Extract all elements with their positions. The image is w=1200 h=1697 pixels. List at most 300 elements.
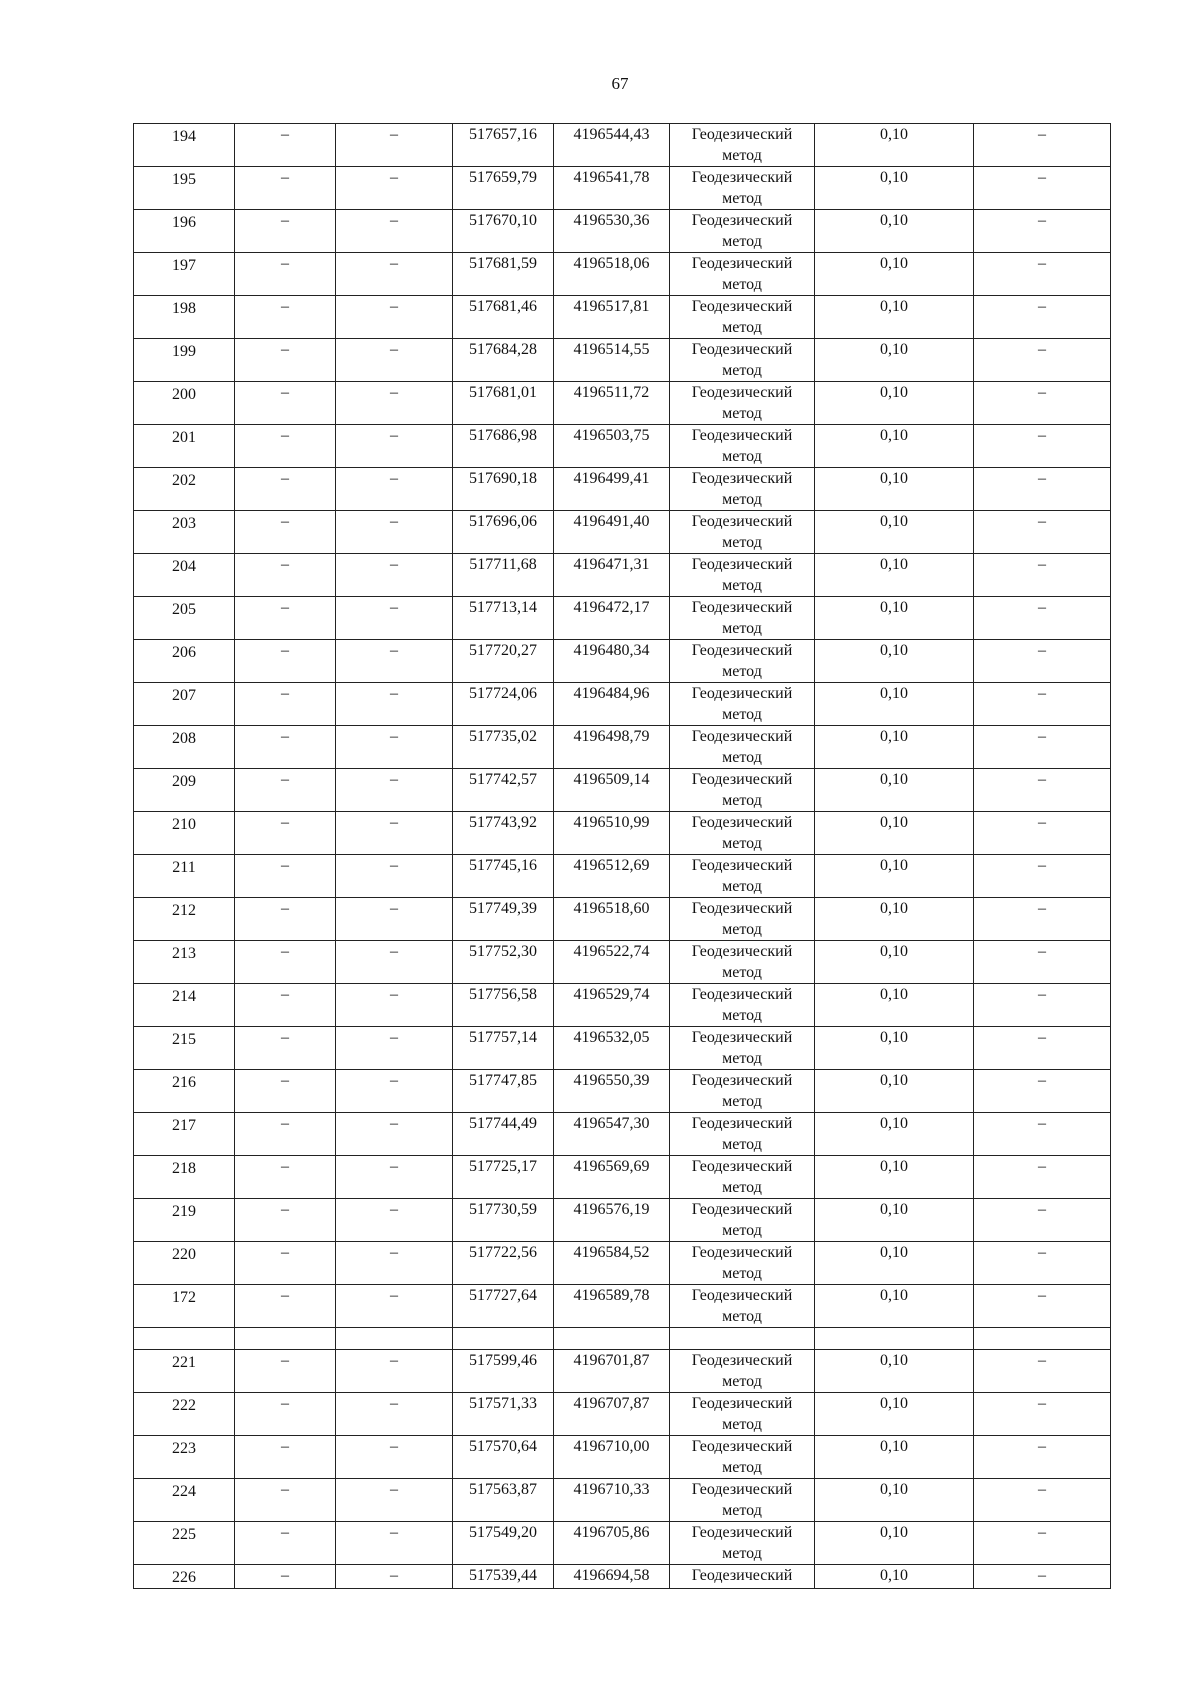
x-coordinate-cell: 517752,30 xyxy=(453,941,554,984)
method-text: Геодезический xyxy=(691,1201,793,1218)
table-row xyxy=(134,640,1111,683)
method-text: метод xyxy=(722,319,762,336)
table-row xyxy=(134,468,1111,511)
method-text: метод xyxy=(722,1545,762,1562)
accuracy-cell: 0,10 xyxy=(815,1393,974,1436)
table-row xyxy=(134,425,1111,468)
point-number-cell: 220 xyxy=(134,1242,235,1285)
accuracy-cell: 0,10 xyxy=(815,1199,974,1242)
method-text: метод xyxy=(722,233,762,250)
table-row xyxy=(134,1436,1111,1479)
accuracy-cell: 0,10 xyxy=(815,296,974,339)
dash-cell: – xyxy=(336,296,453,339)
accuracy-cell: 0,10 xyxy=(815,1522,974,1565)
x-coordinate-cell: 517684,28 xyxy=(453,339,554,382)
table-row xyxy=(134,1522,1111,1565)
dash-cell: – xyxy=(336,1242,453,1285)
method-text: Геодезический xyxy=(691,1524,793,1541)
empty-cell xyxy=(815,1328,974,1350)
point-number-cell: 211 xyxy=(134,855,235,898)
accuracy-cell: 0,10 xyxy=(815,1027,974,1070)
x-coordinate-cell: 517743,92 xyxy=(453,812,554,855)
y-coordinate-cell: 4196569,69 xyxy=(554,1156,670,1199)
y-coordinate-cell: 4196517,81 xyxy=(554,296,670,339)
y-coordinate-cell: 4196498,79 xyxy=(554,726,670,769)
method-text: Геодезический xyxy=(691,1244,793,1261)
method-text: Геодезический xyxy=(691,943,793,960)
dash-cell: – xyxy=(235,253,336,296)
y-coordinate-cell: 4196491,40 xyxy=(554,511,670,554)
y-coordinate-cell: 4196710,33 xyxy=(554,1479,670,1522)
accuracy-cell: 0,10 xyxy=(815,511,974,554)
dash-cell: – xyxy=(235,726,336,769)
dash-cell: – xyxy=(974,167,1111,210)
table-row xyxy=(134,1393,1111,1436)
dash-cell: – xyxy=(235,1070,336,1113)
x-coordinate-cell: 517570,64 xyxy=(453,1436,554,1479)
accuracy-cell: 0,10 xyxy=(815,382,974,425)
method-text: Геодезический xyxy=(691,556,793,573)
accuracy-cell: 0,10 xyxy=(815,554,974,597)
y-coordinate-cell: 4196530,36 xyxy=(554,210,670,253)
x-coordinate-cell: 517657,16 xyxy=(453,124,554,167)
dash-cell: – xyxy=(336,1156,453,1199)
page-number: 67 xyxy=(611,74,629,93)
accuracy-cell: 0,10 xyxy=(815,941,974,984)
y-coordinate-cell: 4196514,55 xyxy=(554,339,670,382)
x-coordinate-cell: 517681,46 xyxy=(453,296,554,339)
dash-cell: – xyxy=(336,468,453,511)
y-coordinate-cell: 4196518,06 xyxy=(554,253,670,296)
x-coordinate-cell: 517727,64 xyxy=(453,1285,554,1328)
method-text: Геодезический xyxy=(691,1115,793,1132)
x-coordinate-cell: 517681,59 xyxy=(453,253,554,296)
x-coordinate-cell: 517599,46 xyxy=(453,1350,554,1393)
method-text: Геодезический xyxy=(691,1287,793,1304)
method-text: Геодезический xyxy=(691,900,793,917)
table-row xyxy=(134,1113,1111,1156)
dash-cell: – xyxy=(235,1393,336,1436)
method-text: Геодезический xyxy=(691,728,793,745)
table-row xyxy=(134,1479,1111,1522)
dash-cell: – xyxy=(235,1565,336,1589)
x-coordinate-cell: 517724,06 xyxy=(453,683,554,726)
point-number-cell: 194 xyxy=(134,124,235,167)
accuracy-cell: 0,10 xyxy=(815,898,974,941)
dash-cell: – xyxy=(235,339,336,382)
point-number-cell: 196 xyxy=(134,210,235,253)
dash-cell: – xyxy=(235,898,336,941)
dash-cell: – xyxy=(974,1565,1111,1589)
point-number-cell: 172 xyxy=(134,1285,235,1328)
dash-cell: – xyxy=(974,769,1111,812)
accuracy-cell: 0,10 xyxy=(815,339,974,382)
method-text: Геодезический xyxy=(691,642,793,659)
method-text: Геодезический xyxy=(691,599,793,616)
method-text: Геодезический xyxy=(691,1072,793,1089)
dash-cell: – xyxy=(974,1393,1111,1436)
table-row xyxy=(134,554,1111,597)
dash-cell: – xyxy=(336,984,453,1027)
dash-cell: – xyxy=(235,812,336,855)
dash-cell: – xyxy=(235,1156,336,1199)
x-coordinate-cell: 517757,14 xyxy=(453,1027,554,1070)
table-row xyxy=(134,1242,1111,1285)
accuracy-cell: 0,10 xyxy=(815,1113,974,1156)
table-row xyxy=(134,1285,1111,1328)
dash-cell: – xyxy=(235,1113,336,1156)
dash-cell: – xyxy=(974,253,1111,296)
x-coordinate-cell: 517690,18 xyxy=(453,468,554,511)
dash-cell: – xyxy=(235,1199,336,1242)
accuracy-cell: 0,10 xyxy=(815,1242,974,1285)
point-number-cell: 214 xyxy=(134,984,235,1027)
dash-cell: – xyxy=(235,1285,336,1328)
method-text: метод xyxy=(722,1416,762,1433)
x-coordinate-cell: 517744,49 xyxy=(453,1113,554,1156)
dash-cell: – xyxy=(336,511,453,554)
point-number-cell: 218 xyxy=(134,1156,235,1199)
x-coordinate-cell: 517756,58 xyxy=(453,984,554,1027)
method-cell xyxy=(670,984,815,1027)
table-row xyxy=(134,124,1111,167)
method-text: метод xyxy=(722,362,762,379)
table-row xyxy=(134,1070,1111,1113)
dash-cell: – xyxy=(974,1199,1111,1242)
method-text: метод xyxy=(722,405,762,422)
accuracy-cell: 0,10 xyxy=(815,167,974,210)
method-text: метод xyxy=(722,577,762,594)
accuracy-cell: 0,10 xyxy=(815,1350,974,1393)
method-text: Геодезический xyxy=(691,771,793,788)
method-text: метод xyxy=(722,534,762,551)
table-row xyxy=(134,382,1111,425)
dash-cell: – xyxy=(336,167,453,210)
x-coordinate-cell: 517713,14 xyxy=(453,597,554,640)
dash-cell: – xyxy=(974,1479,1111,1522)
point-number-cell: 226 xyxy=(134,1565,235,1589)
dash-cell: – xyxy=(235,425,336,468)
accuracy-cell: 0,10 xyxy=(815,769,974,812)
dash-cell: – xyxy=(974,468,1111,511)
method-cell xyxy=(670,1522,815,1565)
point-number-cell: 207 xyxy=(134,683,235,726)
dash-cell: – xyxy=(336,898,453,941)
dash-cell: – xyxy=(235,855,336,898)
dash-cell: – xyxy=(974,511,1111,554)
table-row xyxy=(134,597,1111,640)
point-number-cell: 223 xyxy=(134,1436,235,1479)
y-coordinate-cell: 4196522,74 xyxy=(554,941,670,984)
dash-cell: – xyxy=(974,210,1111,253)
method-text: Геодезический xyxy=(691,298,793,315)
x-coordinate-cell: 517747,85 xyxy=(453,1070,554,1113)
point-number-cell: 200 xyxy=(134,382,235,425)
y-coordinate-cell: 4196529,74 xyxy=(554,984,670,1027)
method-cell xyxy=(670,812,815,855)
dash-cell: – xyxy=(336,253,453,296)
dash-cell: – xyxy=(336,1027,453,1070)
method-cell xyxy=(670,1070,815,1113)
dash-cell: – xyxy=(235,597,336,640)
y-coordinate-cell: 4196471,31 xyxy=(554,554,670,597)
method-text: метод xyxy=(722,878,762,895)
point-number-cell: 199 xyxy=(134,339,235,382)
table-row xyxy=(134,511,1111,554)
method-text: Геодезический xyxy=(691,1438,793,1455)
dash-cell: – xyxy=(235,382,336,425)
x-coordinate-cell: 517571,33 xyxy=(453,1393,554,1436)
method-text: Геодезический xyxy=(691,341,793,358)
method-text: метод xyxy=(722,1265,762,1282)
point-number-cell: 203 xyxy=(134,511,235,554)
dash-cell: – xyxy=(235,554,336,597)
accuracy-cell: 0,10 xyxy=(815,812,974,855)
table-row xyxy=(134,855,1111,898)
dash-cell: – xyxy=(336,382,453,425)
dash-cell: – xyxy=(235,1522,336,1565)
dash-cell: – xyxy=(336,124,453,167)
dash-cell: – xyxy=(336,855,453,898)
dash-cell: – xyxy=(336,1285,453,1328)
x-coordinate-cell: 517659,79 xyxy=(453,167,554,210)
method-text: Геодезический xyxy=(691,1352,793,1369)
y-coordinate-cell: 4196705,86 xyxy=(554,1522,670,1565)
dash-cell: – xyxy=(235,1242,336,1285)
y-coordinate-cell: 4196576,19 xyxy=(554,1199,670,1242)
point-number-cell: 209 xyxy=(134,769,235,812)
accuracy-cell: 0,10 xyxy=(815,210,974,253)
method-text: метод xyxy=(722,1050,762,1067)
x-coordinate-cell: 517711,68 xyxy=(453,554,554,597)
table-row xyxy=(134,339,1111,382)
method-text: метод xyxy=(722,706,762,723)
dash-cell: – xyxy=(974,898,1111,941)
dash-cell: – xyxy=(235,1350,336,1393)
dash-cell: – xyxy=(235,683,336,726)
table-row xyxy=(134,296,1111,339)
dash-cell: – xyxy=(336,597,453,640)
y-coordinate-cell: 4196512,69 xyxy=(554,855,670,898)
method-text: Геодезический xyxy=(691,126,793,143)
x-coordinate-cell: 517749,39 xyxy=(453,898,554,941)
dash-cell: – xyxy=(974,1070,1111,1113)
point-number-cell: 215 xyxy=(134,1027,235,1070)
point-number-cell: 201 xyxy=(134,425,235,468)
table-row xyxy=(134,984,1111,1027)
method-text: метод xyxy=(722,663,762,680)
point-number-cell: 224 xyxy=(134,1479,235,1522)
method-text: Геодезический xyxy=(691,169,793,186)
dash-cell: – xyxy=(235,769,336,812)
dash-cell: – xyxy=(235,468,336,511)
method-text: Геодезический xyxy=(691,1481,793,1498)
dash-cell: – xyxy=(974,124,1111,167)
method-text: Геодезический xyxy=(691,255,793,272)
method-text: Геодезический xyxy=(691,470,793,487)
y-coordinate-cell: 4196509,14 xyxy=(554,769,670,812)
method-cell xyxy=(670,210,815,253)
point-number-cell: 217 xyxy=(134,1113,235,1156)
point-number-cell: 195 xyxy=(134,167,235,210)
x-coordinate-cell: 517742,57 xyxy=(453,769,554,812)
method-text: метод xyxy=(722,1373,762,1390)
dash-cell: – xyxy=(336,726,453,769)
method-text: Геодезический xyxy=(691,427,793,444)
dash-cell: – xyxy=(336,554,453,597)
dash-cell: – xyxy=(235,167,336,210)
accuracy-cell: 0,10 xyxy=(815,1436,974,1479)
method-cell xyxy=(670,597,815,640)
x-coordinate-cell: 517735,02 xyxy=(453,726,554,769)
dash-cell: – xyxy=(336,640,453,683)
y-coordinate-cell: 4196550,39 xyxy=(554,1070,670,1113)
y-coordinate-cell: 4196589,78 xyxy=(554,1285,670,1328)
method-text: метод xyxy=(722,1136,762,1153)
dash-cell: – xyxy=(974,640,1111,683)
x-coordinate-cell: 517681,01 xyxy=(453,382,554,425)
method-cell xyxy=(670,1285,815,1328)
accuracy-cell: 0,10 xyxy=(815,425,974,468)
dash-cell: – xyxy=(235,511,336,554)
accuracy-cell: 0,10 xyxy=(815,253,974,296)
method-text: Геодезический xyxy=(691,1395,793,1412)
table-row xyxy=(134,210,1111,253)
method-text: Геодезический xyxy=(691,1029,793,1046)
dash-cell: – xyxy=(974,941,1111,984)
dash-cell: – xyxy=(974,554,1111,597)
empty-cell xyxy=(235,1328,336,1350)
method-text: Геодезический xyxy=(691,1567,793,1584)
x-coordinate-cell: 517549,20 xyxy=(453,1522,554,1565)
method-text: Геодезический xyxy=(691,513,793,530)
dash-cell: – xyxy=(235,296,336,339)
y-coordinate-cell: 4196511,72 xyxy=(554,382,670,425)
dash-cell: – xyxy=(974,1242,1111,1285)
dash-cell: – xyxy=(235,640,336,683)
table-row xyxy=(134,253,1111,296)
accuracy-cell: 0,10 xyxy=(815,1285,974,1328)
method-cell xyxy=(670,253,815,296)
method-cell xyxy=(670,1479,815,1522)
table-body xyxy=(134,124,1111,1589)
y-coordinate-cell: 4196503,75 xyxy=(554,425,670,468)
accuracy-cell: 0,10 xyxy=(815,984,974,1027)
method-text: метод xyxy=(722,190,762,207)
dash-cell: – xyxy=(336,1565,453,1589)
dash-cell: – xyxy=(336,1199,453,1242)
table-row xyxy=(134,1350,1111,1393)
dash-cell: – xyxy=(336,812,453,855)
method-cell xyxy=(670,898,815,941)
x-coordinate-cell: 517539,44 xyxy=(453,1565,554,1589)
y-coordinate-cell: 4196480,34 xyxy=(554,640,670,683)
y-coordinate-cell: 4196484,96 xyxy=(554,683,670,726)
table-row xyxy=(134,683,1111,726)
table-row xyxy=(134,1156,1111,1199)
accuracy-cell: 0,10 xyxy=(815,1565,974,1589)
method-text: Геодезический xyxy=(691,384,793,401)
dash-cell: – xyxy=(235,124,336,167)
x-coordinate-cell: 517696,06 xyxy=(453,511,554,554)
method-text: Геодезический xyxy=(691,1158,793,1175)
point-number-cell: 204 xyxy=(134,554,235,597)
dash-cell: – xyxy=(336,1436,453,1479)
method-cell xyxy=(670,1242,815,1285)
method-cell xyxy=(670,1156,815,1199)
method-cell xyxy=(670,855,815,898)
dash-cell: – xyxy=(235,1027,336,1070)
accuracy-cell: 0,10 xyxy=(815,640,974,683)
point-number-cell: 197 xyxy=(134,253,235,296)
method-cell xyxy=(670,769,815,812)
x-coordinate-cell: 517563,87 xyxy=(453,1479,554,1522)
dash-cell: – xyxy=(336,683,453,726)
empty-cell xyxy=(974,1328,1111,1350)
x-coordinate-cell: 517720,27 xyxy=(453,640,554,683)
dash-cell: – xyxy=(336,210,453,253)
method-text: метод xyxy=(722,1308,762,1325)
dash-cell: – xyxy=(336,1350,453,1393)
method-cell xyxy=(670,1565,815,1589)
method-cell xyxy=(670,1199,815,1242)
point-number-cell: 212 xyxy=(134,898,235,941)
point-number-cell: 210 xyxy=(134,812,235,855)
method-cell xyxy=(670,468,815,511)
dash-cell: – xyxy=(235,941,336,984)
method-text: Геодезический xyxy=(691,814,793,831)
method-text: метод xyxy=(722,1222,762,1239)
table-row xyxy=(134,898,1111,941)
method-cell xyxy=(670,1436,815,1479)
y-coordinate-cell: 4196532,05 xyxy=(554,1027,670,1070)
method-cell xyxy=(670,167,815,210)
accuracy-cell: 0,10 xyxy=(815,726,974,769)
method-cell xyxy=(670,941,815,984)
dash-cell: – xyxy=(974,296,1111,339)
method-cell xyxy=(670,640,815,683)
dash-cell: – xyxy=(336,941,453,984)
dash-cell: – xyxy=(974,1522,1111,1565)
y-coordinate-cell: 4196547,30 xyxy=(554,1113,670,1156)
method-cell xyxy=(670,339,815,382)
x-coordinate-cell: 517745,16 xyxy=(453,855,554,898)
table-row xyxy=(134,167,1111,210)
accuracy-cell: 0,10 xyxy=(815,1156,974,1199)
method-cell xyxy=(670,425,815,468)
method-text: метод xyxy=(722,147,762,164)
accuracy-cell: 0,10 xyxy=(815,1479,974,1522)
method-text: метод xyxy=(722,491,762,508)
dash-cell: – xyxy=(235,210,336,253)
method-text: Геодезический xyxy=(691,857,793,874)
y-coordinate-cell: 4196707,87 xyxy=(554,1393,670,1436)
y-coordinate-cell: 4196541,78 xyxy=(554,167,670,210)
y-coordinate-cell: 4196701,87 xyxy=(554,1350,670,1393)
method-text: метод xyxy=(722,749,762,766)
method-text: метод xyxy=(722,1179,762,1196)
dash-cell: – xyxy=(235,984,336,1027)
method-cell xyxy=(670,1113,815,1156)
dash-cell: – xyxy=(974,1113,1111,1156)
dash-cell: – xyxy=(974,339,1111,382)
point-number-cell: 205 xyxy=(134,597,235,640)
method-cell xyxy=(670,554,815,597)
x-coordinate-cell: 517725,17 xyxy=(453,1156,554,1199)
method-cell xyxy=(670,1027,815,1070)
dash-cell: – xyxy=(336,1522,453,1565)
empty-cell xyxy=(453,1328,554,1350)
